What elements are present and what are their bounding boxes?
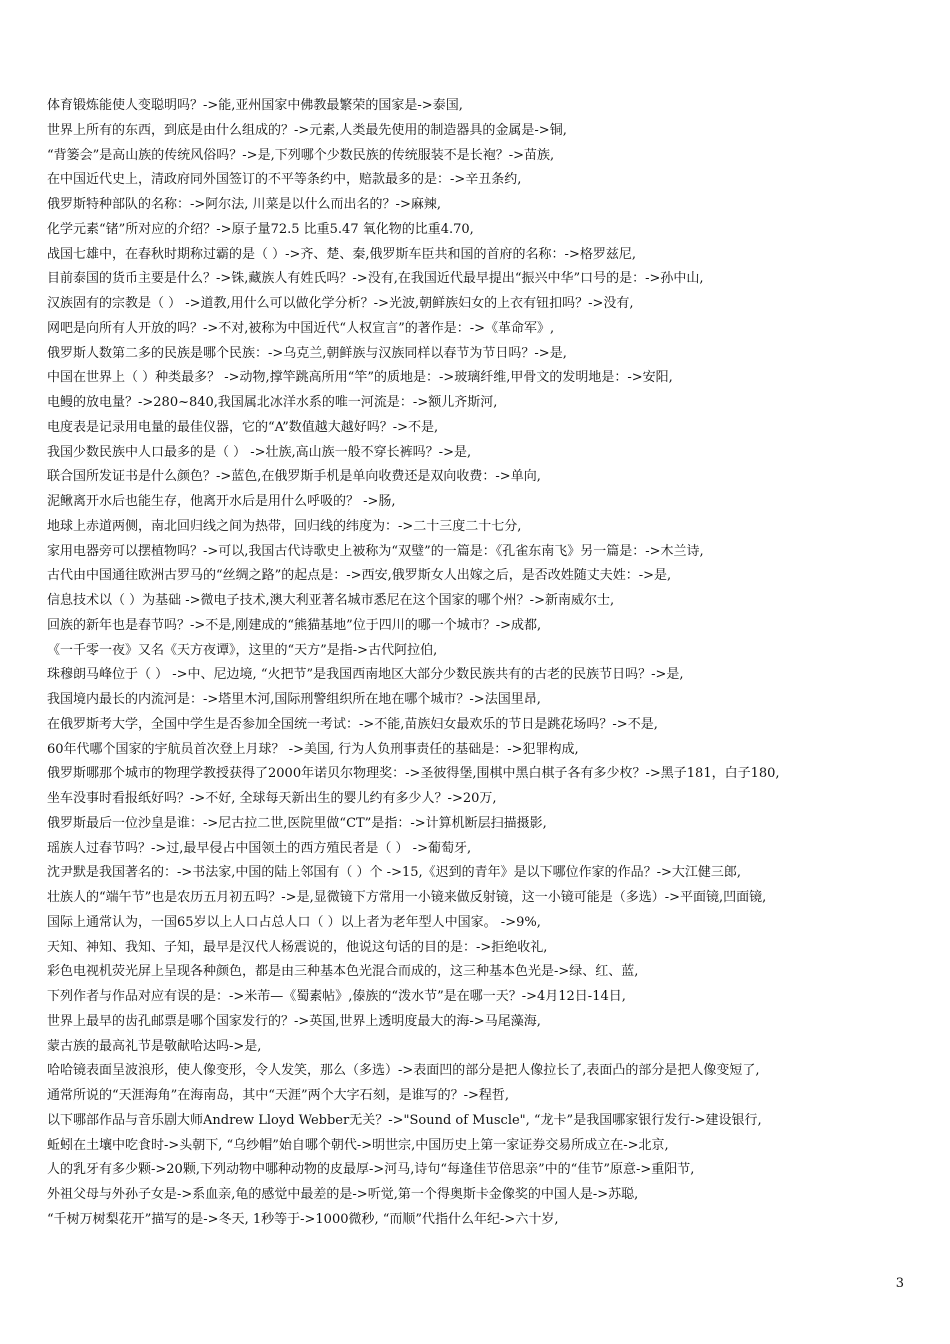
text-line: “背篓会”是高山族的传统风俗吗？->是,下列哪个少数民族的传统服装不是长袍？->苗族,: [47, 147, 555, 163]
text-line: 俄罗斯最后一位沙皇是谁：->尼古拉二世,医院里做“CT”是指：->计算机断层扫描摄影,: [47, 815, 547, 831]
text-line: 在俄罗斯考大学，全国中学生是否参加全国统一考试：->不能,苗族妇女最欢乐的节日是跳花场吗？->不是,: [47, 716, 658, 732]
text-line: 坐车没事时看报纸好吗？->不好, 全球每天新出生的婴儿约有多少人？->20万,: [47, 791, 497, 806]
text-line: 人的乳牙有多少颗->20颗,下列动物中哪种动物的皮最厚->河马,诗句“每逢佳节倍思亲”中的“佳节”原意->重阳节,: [47, 1162, 695, 1178]
text-line: 体育锻炼能使人变聪明吗？->能,亚州国家中佛教最繁荣的国家是->泰国,: [47, 98, 463, 113]
text-line: 世界上所有的东西，到底是由什么组成的？->元素,人类最先使用的制造器具的金属是->铜,: [47, 122, 567, 138]
text-line: 蒙古族的最高礼节是敬献哈达吗->是,: [47, 1038, 262, 1054]
text-line: 家用电器旁可以摆植物吗？->可以,我国古代诗歌史上被称为“双璧”的一篇是：《孔雀东南飞》另一篇是：->木兰诗,: [47, 543, 704, 559]
text-line: “千树万树梨花开”描写的是->冬天, 1秒等于->1000微秒, “而顺”代指什么年纪->六十岁,: [47, 1211, 559, 1227]
text-line: 通常所说的“天涯海角”在海南岛，其中“天涯”两个大字石刻，是谁写的？->程哲,: [47, 1088, 510, 1103]
text-line: 网吧是向所有人开放的吗？->不对,被称为中国近代“人权宣言”的著作是：->《革命军》,: [47, 320, 555, 336]
text-line: 蚯蚓在土壤中吃食时->头朝下, “乌纱帽”始自哪个朝代->明世宗,中国历史上第一家证券交易所成立在->北京,: [47, 1137, 669, 1153]
text-line: 沈尹默是我国著名的：->书法家,中国的陆上邻国有（ ）个 ->15,《迟到的青年》是以下哪位作家的作品？->大江健三郎,: [47, 865, 742, 881]
text-line: 下列作者与作品对应有误的是：->米芾—《蜀素帖》,傣族的“泼水节”是在哪一天？->4月12日-14日,: [47, 989, 626, 1004]
text-line: 联合国所发证书是什么颜色？->蓝色,在俄罗斯手机是单向收费还是双向收费：->单向,: [47, 469, 541, 485]
text-line: 俄罗斯哪那个城市的物理学教授获得了2000年诺贝尔物理奖：->圣彼得堡,围棋中黑白棋子各有多少枚？->黑子181，白子180,: [47, 766, 780, 782]
text-line: 我国境内最长的内流河是：->塔里木河,国际刑警组织所在地在哪个城市？->法国里昂,: [47, 692, 541, 707]
text-line: 俄罗斯特种部队的名称：->阿尔法, 川菜是以什么而出名的？->麻辣,: [47, 197, 441, 212]
text-line: 化学元素“锗”所对应的介绍？->原子量72.5 比重5.47 氧化物的比重4.70,: [47, 221, 474, 237]
text-line: 目前泰国的货币主要是什么？->铢,藏族人有姓氏吗？->没有,在我国近代最早提出“振兴中华”口号的是：->孙中山,: [47, 271, 704, 287]
text-line: 回族的新年也是春节吗？->不是,刚建成的“熊猫基地”位于四川的哪一个城市？->成都,: [47, 617, 542, 633]
text-line: 信息技术以（ ）为基础 ->微电子技术,澳大利亚著名城市悉尼在这个国家的哪个州？->新南威尔士,: [47, 593, 615, 608]
text-line: 世界上最早的齿孔邮票是哪个国家发行的？->英国,世界上透明度最大的海->马尾藻海,: [47, 1013, 541, 1029]
text-line: 天知、神知、我知、子知，最早是汉代人杨震说的，他说这句话的目的是：->拒绝收礼,: [47, 939, 548, 955]
text-line: 我国少数民族中人口最多的是（ ） ->壮族,高山族一般不穿长裤吗？->是,: [47, 444, 472, 460]
text-line: 中国在世界上（ ）种类最多？ ->动物,撑竿跳高所用“竿”的质地是：->玻璃纤维,甲骨文的发明地是：->安阳,: [47, 370, 673, 386]
text-line: 电鳗的放电量？->280~840,我国属北冰洋水系的唯一河流是：->额儿齐斯河,: [47, 395, 498, 410]
text-line: 战国七雄中，在春秋时期称过霸的是（ ）->齐、楚、秦,俄罗斯车臣共和国的首府的名称：->格罗兹尼,: [47, 246, 636, 262]
text-line: 《一千零一夜》又名《天方夜谭》，这里的“天方”是指->古代阿拉伯,: [47, 642, 438, 658]
text-line: 古代由中国通往欧洲古罗马的“丝绸之路”的起点是：->西安,俄罗斯女人出嫁之后，是否改姓随丈夫姓：->是,: [47, 568, 672, 584]
text-line: 电度表是记录用电量的最佳仪器，它的“A”数值越大越好吗？->不是,: [47, 419, 439, 435]
text-line: 以下哪部作品与音乐剧大师Andrew Lloyd Webber无关？->"Sound of Muscle", “龙卡”是我国哪家银行发行->建设银行,: [47, 1112, 762, 1128]
text-line: 外祖父母与外孙子女是->系血亲,龟的感觉中最差的是->听觉,第一个得奥斯卡金像奖的中国人是->苏聪,: [47, 1187, 639, 1202]
page-number: 3: [895, 1276, 904, 1291]
text-line: 俄罗斯人数第二多的民族是哪个民族：->乌克兰,朝鲜族与汉族同样以春节为节日吗？->是,: [47, 345, 567, 361]
text-line: 珠穆朗马峰位于（ ） ->中、尼边境, “火把节”是我国西南地区大部分少数民族共有的古老的民族节日吗？->是,: [47, 667, 684, 683]
text-line: 哈哈镜表面呈波浪形，使人像变形，令人发笑，那么（多选）->表面凹的部分是把人像拉长了,表面凸的部分是把人像变短了,: [47, 1063, 760, 1079]
document-text-block: [47, 94, 917, 1233]
text-line: 汉族固有的宗教是（ ） ->道教,用什么可以做化学分析？->光波,朝鲜族妇女的上衣有钮扣吗？->没有,: [47, 296, 634, 311]
text-line: 国际上通常认为，一国65岁以上人口占总人口（ ）以上者为老年型人中国家。 ->9%,: [47, 914, 541, 930]
text-line: 彩色电视机荧光屏上呈现各种颜色，都是由三种基本色光混合而成的，这三种基本色光是->绿、红、蓝,: [47, 964, 639, 980]
text-line: 地球上赤道两侧，南北回归线之间为热带，回归线的纬度为：->二十三度二十七分,: [47, 518, 522, 534]
text-line: 在中国近代史上，清政府同外国签订的不平等条约中，赔款最多的是：->辛丑条约,: [47, 172, 522, 188]
text-line: 泥鳅离开水后也能生存，他离开水后是用什么呼吸的？ ->肠,: [47, 494, 396, 509]
text-line: 壮族人的“端午节”也是农历五月初五吗？->是,显微镜下方常用一小镜来做反射镜，这一小镜可能是（多选）->平面镜,凹面镜,: [47, 890, 767, 905]
text-line: 瑶族人过春节吗？->过,最早侵占中国领土的西方殖民者是（ ） ->葡萄牙,: [47, 840, 472, 856]
text-line: 60年代哪个国家的宇航员首次登上月球？ ->美国, 行为人负刑事责任的基础是：->犯罪构成,: [47, 741, 579, 757]
